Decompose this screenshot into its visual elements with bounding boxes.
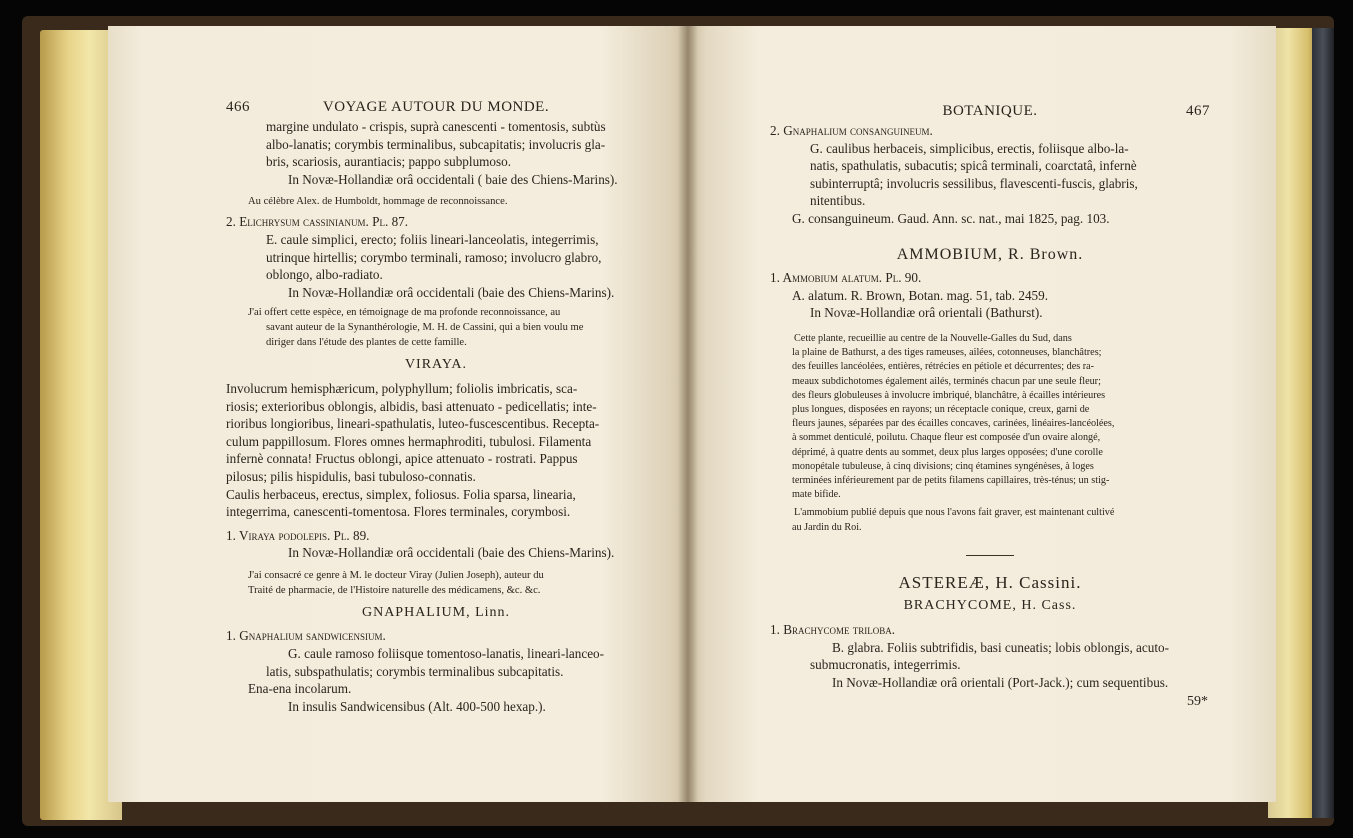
text-line: E. caule simplici, erecto; foliis lineari-lanceolatis, integerrimis, xyxy=(266,231,599,247)
text-line: oblongo, albo-radiato. xyxy=(266,267,383,283)
note-line: diriger dans l'étude des plantes de cette famille. xyxy=(266,337,467,349)
book-gutter xyxy=(678,26,698,802)
text-line: pilosus; pilis hispidulis, basi tubuloso-connatis. xyxy=(226,468,476,484)
text-line: margine undulato - crispis, suprà canescenti - tomentosis, subtùs xyxy=(266,119,606,134)
running-title: BOTANIQUE. xyxy=(942,103,1038,119)
text-line: B. glabra. Foliis subtrifidis, basi cuneatis; lobis oblongis, acuto- xyxy=(832,639,1169,655)
note-line: meaux subdichotomes également ailés, terminés chacun par une seule fleur; xyxy=(792,375,1101,387)
genus-heading: VIRAYA. xyxy=(404,357,468,373)
text-line: infernè connata! Fructus oblongi, apice attenuato - rostrati. Pappus xyxy=(226,451,578,467)
note-line: plus longues, disposées en rayons; un réceptacle conique, creux, garni de xyxy=(792,403,1090,415)
running-head-right xyxy=(770,100,1210,122)
genus-heading: GNAPHALIUM, Linn. xyxy=(361,604,511,620)
text-line: bris, scariosis, aurantiacis; pappo subplumoso. xyxy=(266,154,512,170)
running-title: VOYAGE AUTOUR DU MONDE. xyxy=(322,99,550,115)
note-line: J'ai offert cette espèce, en témoignage de ma profonde reconnoissance, au xyxy=(248,307,561,319)
page-number: 466 xyxy=(226,99,250,115)
note-line: des fleurs globuleuses à involucre imbriqué, blanchâtre, à écailles intérieures xyxy=(792,389,1106,401)
note-line: déprimé, à quatre dents au sommet, deux plus larges opposées; d'une corolle xyxy=(792,446,1103,458)
note-line: terminées inférieurement par de petits filamens capillaires, très-ténus; un stig- xyxy=(792,474,1110,486)
text-line: culum pappillosum. Flores omnes hermaphroditi, tubulosi. Filamenta xyxy=(226,433,592,449)
species-title: 1. Viraya podolepis. Pl. 89. xyxy=(226,527,370,543)
vernacular-line: Ena-ena incolarum. xyxy=(248,681,352,697)
right-page xyxy=(688,26,1276,802)
note-line: J'ai consacré ce genre à M. le docteur Viray (Julien Joseph), auteur du xyxy=(248,569,544,581)
text-line: G. caule ramoso foliisque tomentoso-lanatis, lineari-lanceo- xyxy=(288,646,605,662)
left-page xyxy=(108,26,688,802)
species-title: 1. Brachycome triloba. xyxy=(770,621,896,637)
page-number: 467 xyxy=(1186,103,1210,119)
note-line: Au célèbre Alex. de Humboldt, hommage de reconnoissance. xyxy=(248,196,508,208)
book-cover-right xyxy=(1312,28,1334,818)
tribe-heading: ASTEREÆ, H. Cassini. xyxy=(898,572,1082,592)
signature-mark: 59* xyxy=(1187,694,1208,710)
habitat-line: In insulis Sandwicensibus (Alt. 400-500 hexap.). xyxy=(288,698,546,714)
note-line: monopétale tubuleuse, à cinq divisions; cinq étamines syngénèses, à loges xyxy=(792,460,1094,472)
note-line: L'ammobium publié depuis que nous l'avons fait graver, est maintenant cultivé xyxy=(794,507,1115,519)
note-line: à sommet denticulé, poilutu. Chaque fleur est composée d'un ovaire alongé, xyxy=(792,432,1101,444)
note-line: fleurs jaunes, séparées par des écailles concaves, carinées, linéaires-lancéolées, xyxy=(792,418,1115,430)
text-line: albo-lanatis; corymbis terminalibus, subcapitatis; involucris gla- xyxy=(266,136,606,152)
text-line: subinterruptâ; involucris sessilibus, flavescenti-fuscis, glabris, xyxy=(810,175,1138,191)
note-line: savant auteur de la Synanthérologie, M. H. de Cassini, qui a bien voulu me xyxy=(266,322,584,334)
note-line: des feuilles lancéolées, entières, rétrécies en pétiole et décurrentes; des ra- xyxy=(792,361,1095,373)
habitat-line: In Novæ-Hollandiæ orâ orientali (Bathurst). xyxy=(810,305,1043,321)
text-line: Involucrum hemisphæricum, polyphyllum; foliolis imbricatis, sca- xyxy=(226,380,578,396)
genus-heading: BRACHYCOME, H. Cass. xyxy=(903,598,1077,614)
text-line: utrinque hirtellis; corymbo terminali, ramoso; involucro glabro, xyxy=(266,249,602,265)
habitat-line: In Novæ-Hollandiæ orâ orientali (Port-Jack.); cum sequentibus. xyxy=(832,674,1169,690)
habitat-line: In Novæ-Hollandiæ orâ occidentali (baie des Chiens-Marins). xyxy=(288,545,615,561)
reference-line: A. alatum. R. Brown, Botan. mag. 51, tab. 2459. xyxy=(792,287,1049,303)
note-line: Cette plante, recueillie au centre de la Nouvelle-Galles du Sud, dans xyxy=(794,332,1072,344)
note-line: la plaine de Bathurst, a des tiges rameuses, ailées, cotonneuses, blanchâtres; xyxy=(792,347,1102,359)
species-title: 2. Gnaphalium consanguineum. xyxy=(770,123,933,138)
text-line: nitentibus. xyxy=(810,193,866,209)
text-line: Caulis herbaceus, erectus, simplex, foliosus. Folia sparsa, linearia, xyxy=(226,486,576,502)
text-line: natis, spathulatis, subacutis; spicâ terminali, coarctatâ, infernè xyxy=(810,158,1137,174)
text-line: riosis; exterioribus oblongis, albidis, basi attenuato - pedicellatis; inte- xyxy=(226,398,597,414)
text-line: latis, subspathulatis; corymbis terminalibus subcapitatis. xyxy=(266,663,564,679)
genus-heading: AMMOBIUM, R. Brown. xyxy=(896,245,1084,263)
species-title: 1. Gnaphalium sandwicensium. xyxy=(226,628,386,644)
left-page-content xyxy=(226,96,646,715)
text-line: G. caulibus herbaceis, simplicibus, erectis, foliisque albo-la- xyxy=(810,140,1129,156)
note-block xyxy=(770,332,1210,535)
species-title: 1. Ammobium alatum. Pl. 90. xyxy=(770,270,922,286)
habitat-line: In Novæ-Hollandiæ orâ occidentali ( baie des Chiens-Marins). xyxy=(288,171,618,187)
running-head-left xyxy=(226,96,646,118)
species-title: 2. Elichrysum cassinianum. Pl. 87. xyxy=(226,214,409,230)
habitat-line: In Novæ-Hollandiæ orâ occidentali (baie des Chiens-Marins). xyxy=(288,284,615,300)
text-line: integerrima, canescenti-tomentosa. Flores terminales, corymbosi. xyxy=(226,504,571,520)
note-line: au Jardin du Roi. xyxy=(792,521,862,533)
section-rule xyxy=(966,555,1014,556)
text-line: submucronatis, integerrimis. xyxy=(810,657,961,673)
right-page-content xyxy=(770,100,1210,711)
note-line: mate bifide. xyxy=(792,489,841,501)
reference-line: G. consanguineum. Gaud. Ann. sc. nat., mai 1825, pag. 103. xyxy=(792,210,1110,226)
note-line: Traité de pharmacie, de l'Histoire naturelle des médicamens, &c. &c. xyxy=(248,584,541,596)
text-line: rioribus longioribus, lineari-spathulatis, luteo-fuscescentibus. Recepta- xyxy=(226,416,600,432)
